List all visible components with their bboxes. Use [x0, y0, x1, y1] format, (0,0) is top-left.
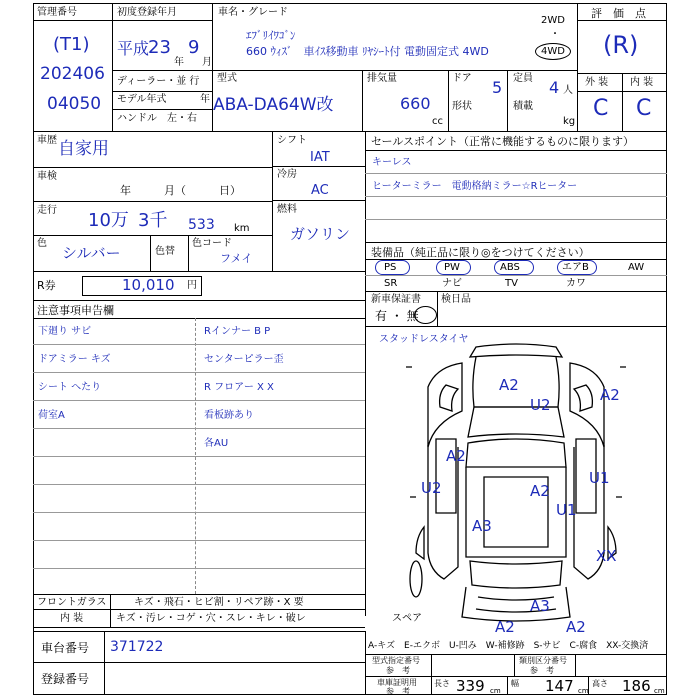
shift-value: IAT — [310, 150, 330, 165]
equip-abs: ABS — [500, 262, 520, 273]
tire-note: スタッドレスタイヤ — [379, 334, 469, 345]
type-value: ABA-DA64W改 — [213, 95, 334, 115]
equipment-title: 装備品（純正品に限り◎をつけてください） — [371, 246, 590, 259]
class-label: 類別区分番号 — [519, 656, 567, 665]
score-value: (R) — [603, 31, 639, 59]
interior-check-value: キズ・汚レ・コゲ・穴・スレ・キレ・破レ — [116, 613, 306, 624]
warranty-value: 有 ・ 無 — [375, 309, 419, 323]
month-unit: 月 — [202, 57, 212, 68]
car-diagram — [366, 327, 666, 637]
damage-mark-6: A2 — [530, 482, 550, 500]
seats-label: 定員 — [513, 73, 533, 84]
sales-item-2: ヒーターミラー 電動格納ミラー☆Rヒーター — [372, 181, 578, 192]
cc-unit: cc — [432, 116, 443, 127]
note-left-4: 荷室A — [38, 410, 65, 421]
inspection-label: 車検 — [37, 171, 57, 182]
equip-airbag: エアB — [562, 262, 589, 273]
damage-mark-2: U2 — [530, 396, 551, 414]
displacement-value: 660 — [400, 94, 431, 113]
equip-pw: PW — [444, 262, 460, 273]
kg-unit: kg — [563, 116, 576, 127]
drive-4wd: 4WD — [541, 46, 565, 57]
equip-tv: TV — [505, 278, 518, 289]
color-code-label: 色コード — [192, 238, 232, 249]
kanri-code: (T1) — [53, 34, 90, 55]
exterior-grade: C — [593, 96, 609, 121]
width-value: 147 — [545, 677, 574, 695]
equip-navi: ナビ — [442, 278, 462, 289]
mileage-label: 走行 — [37, 205, 57, 216]
damage-mark-13: A2 — [566, 618, 586, 636]
year-value: 23 — [148, 37, 171, 58]
note-right-3: R フロアー X X — [204, 382, 274, 393]
length-label: 長さ — [434, 679, 450, 688]
class-ref: 参 考 — [530, 666, 554, 675]
type-label: 型式 — [217, 73, 237, 84]
glass-value: キズ・飛石・ヒビ割・リペア跡・X 要 — [134, 597, 304, 608]
yen-unit: 円 — [187, 280, 197, 291]
r-ticket-box — [82, 276, 202, 296]
kanri-label: 管理番号 — [37, 7, 77, 18]
equip-aw: AW — [628, 262, 645, 273]
kanri-number-1: 202406 — [40, 64, 105, 84]
color-change-label: 色替 — [155, 246, 175, 257]
dealer-label: ディーラー・並 行 — [117, 76, 200, 87]
damage-legend: A-キズ E-エクボ U-凹み W-補修跡 S-サビ C-腐食 XX-交換済 — [368, 641, 649, 651]
interior-label: 内 装 — [630, 77, 654, 88]
type-cert-label: 型式指定番号 — [372, 656, 420, 665]
seats-value: 4 — [549, 78, 560, 97]
fuel-value: ガソリン — [290, 225, 351, 243]
door-value: 5 — [492, 78, 503, 97]
r-ticket-value: 10,010 — [122, 276, 175, 294]
drive-4wd-circle — [535, 43, 571, 60]
inspection-value: 年 月（ 日） — [120, 184, 241, 197]
name-line-2: 660 ｳｨｽﾞ 車ｲｽ移動車 ﾘﾔｼｰﾄ付 電動固定式 4WD — [246, 45, 489, 58]
ac-value: AC — [311, 183, 329, 198]
damage-mark-1: A2 — [499, 376, 519, 394]
damage-mark-5: U2 — [421, 479, 442, 497]
kanri-number-2: 04050 — [47, 94, 102, 114]
note-left-2: ドアミラー キズ — [38, 354, 111, 365]
chassis-value: 371722 — [110, 639, 164, 655]
mileage-sen: 3千 — [138, 210, 168, 231]
equip-ps-circle — [375, 260, 410, 275]
length-value: 339 — [456, 677, 485, 695]
sales-title: セールスポイント（正常に機能するものに限ります） — [371, 135, 635, 148]
mileage-rest: 533 — [188, 217, 215, 233]
damage-mark-8: U1 — [556, 501, 577, 519]
height-value: 186 — [622, 677, 651, 695]
color-code-value: フメイ — [220, 252, 253, 265]
transfer-label: 検日品 — [441, 294, 471, 305]
equip-abs-circle — [494, 260, 534, 275]
damage-mark-3: A2 — [600, 386, 620, 404]
displacement-label: 排気量 — [367, 73, 397, 84]
equip-pw-circle — [436, 260, 471, 275]
name-line-1: ｴﾌﾞﾘｲﾜｺﾞﾝ — [246, 29, 296, 42]
damage-mark-4: A2 — [446, 447, 466, 465]
length-unit: cm — [490, 687, 501, 695]
equip-ps: PS — [384, 262, 397, 273]
handle-label: ハンドル 左・右 — [117, 113, 197, 124]
r-ticket-label: R券 — [37, 279, 56, 292]
drive-dot: ・ — [550, 29, 560, 40]
usage-value: 自家用 — [58, 139, 109, 159]
mileage-man: 10万 — [88, 210, 129, 231]
damage-mark-12: A2 — [495, 618, 515, 636]
height-unit: cm — [654, 687, 665, 695]
era-value: 平成 — [117, 39, 150, 58]
note-right-5: 各AU — [204, 438, 229, 449]
damage-mark-10: XX — [596, 547, 617, 565]
exterior-label: 外 装 — [585, 77, 609, 88]
interior-check-label: 内 装 — [60, 613, 84, 624]
damage-mark-9: A3 — [472, 517, 492, 535]
first-reg-label: 初度登録年月 — [117, 7, 177, 18]
fuel-label: 燃料 — [277, 204, 297, 215]
km-unit: km — [234, 223, 250, 234]
shift-label: シフト — [277, 135, 307, 146]
notes-title: 注意事項申告欄 — [37, 304, 114, 317]
score-label: 評 価 点 — [591, 7, 646, 20]
drive-2wd: 2WD — [541, 15, 565, 26]
door-label: ドア — [452, 73, 472, 84]
model-year-unit: 年 — [200, 94, 210, 105]
height-label: 高さ — [592, 679, 608, 688]
width-label: 幅 — [511, 679, 519, 688]
note-left-3: シート へたり — [38, 382, 102, 393]
color-label: 色 — [37, 238, 47, 249]
shape-label: 形状 — [452, 101, 472, 112]
note-right-2: センターピラー歪 — [204, 354, 284, 365]
cert-ref: 参 考 — [386, 687, 410, 696]
note-right-1: Rインナー B P — [204, 326, 271, 337]
equip-airbag-circle — [557, 260, 597, 275]
note-right-4: 看板跡あり — [204, 410, 254, 421]
equip-leather: カワ — [566, 278, 586, 289]
reg-label: 登録番号 — [41, 672, 90, 686]
note-left-1: 下廻り サビ — [38, 326, 92, 337]
year-unit: 年 — [174, 57, 184, 68]
chassis-label: 車台番号 — [41, 641, 90, 655]
ac-label: 冷房 — [277, 169, 297, 180]
color-value: シルバー — [62, 244, 121, 262]
damage-mark-7: U1 — [589, 469, 610, 487]
month-value: 9 — [188, 37, 200, 58]
equip-sr: SR — [384, 278, 398, 289]
spare-label: スペア — [392, 613, 422, 624]
glass-label: フロントガラス — [37, 597, 107, 608]
usage-label: 車歴 — [37, 135, 57, 146]
damage-mark-11: A3 — [530, 597, 550, 615]
warranty-none-circle — [414, 306, 437, 324]
cert-label: 車庫証明用 — [377, 678, 417, 687]
warranty-label: 新車保証書 — [371, 294, 421, 305]
width-unit: cm — [578, 687, 589, 695]
name-grade-label: 車名・グレード — [218, 7, 288, 18]
sales-item-1: キーレス — [372, 157, 412, 168]
type-cert-ref: 参 考 — [386, 666, 410, 675]
seats-unit: 人 — [563, 85, 573, 96]
load-label: 積載 — [513, 101, 533, 112]
interior-grade: C — [636, 96, 652, 121]
model-year-label: モデル年式 — [117, 94, 167, 105]
